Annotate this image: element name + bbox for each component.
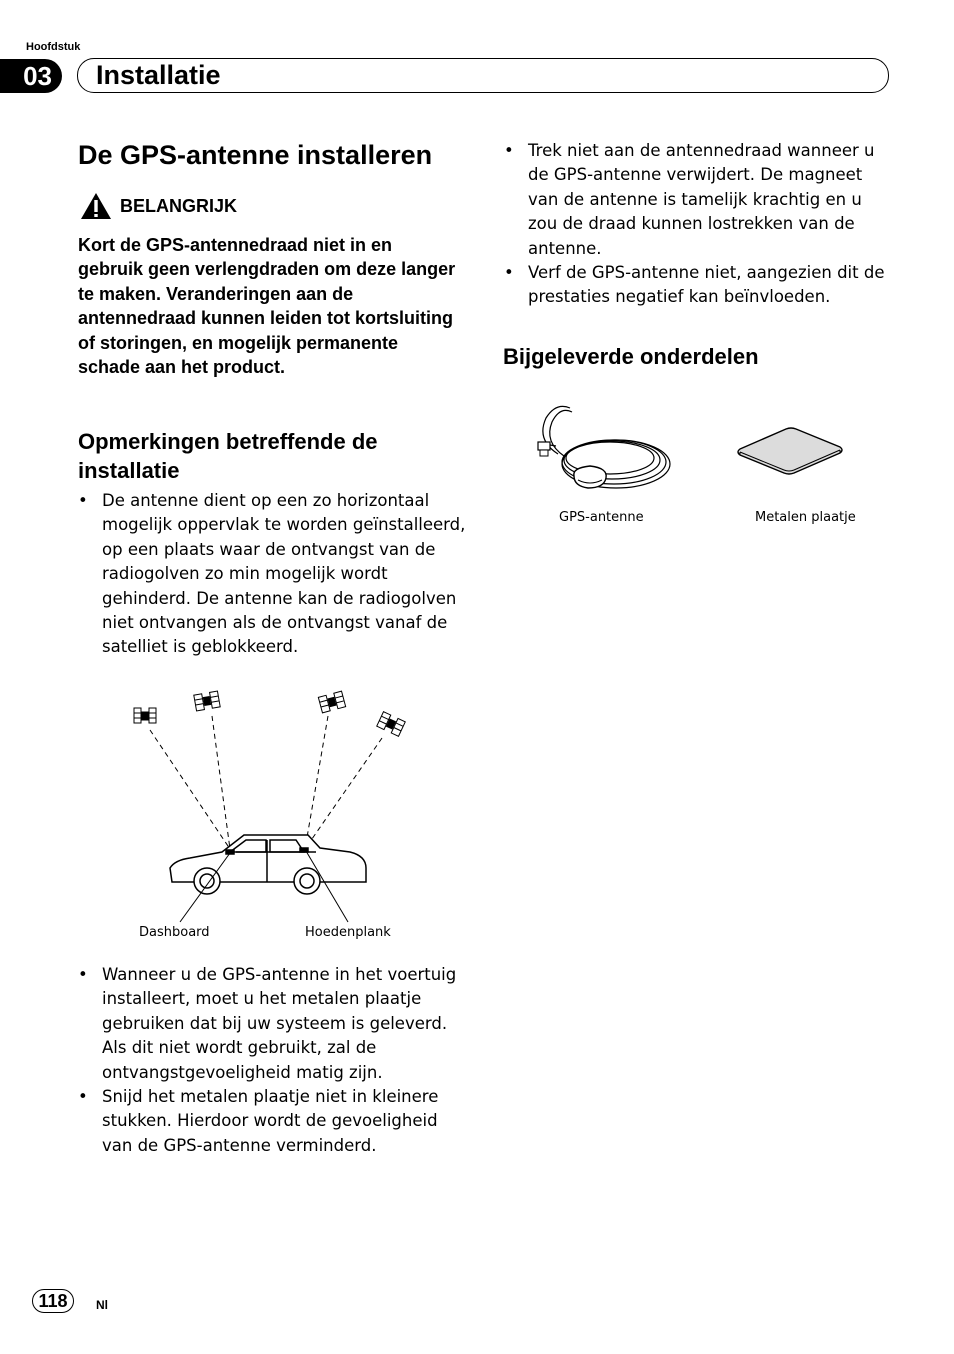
- notes-list-2: [78, 963, 470, 1158]
- page-number: 118: [32, 1289, 74, 1313]
- car-illustration: [170, 835, 366, 894]
- antenna-caption: GPS-antenne: [559, 510, 644, 525]
- list-item: • Snijd het metalen plaatje niet in kleinere stukken. Hierdoor wordt de gevoeligheid van de GPS-antenne verminderd.: [78, 1085, 470, 1158]
- figure-label-hat-shelf: Hoedenplank: [305, 925, 391, 940]
- car-satellite-figure: [120, 686, 430, 926]
- plate-caption: Metalen plaatje: [755, 510, 856, 525]
- right-notes-list: [504, 139, 896, 310]
- page-title: De GPS-antenne installeren: [78, 140, 433, 170]
- chapter-title: Installatie: [96, 60, 221, 90]
- satellite-icon: [134, 708, 156, 723]
- warning-text: Kort de GPS-antennedraad niet in en gebruik geen verlengdraden om deze langer te maken. Veranderingen aan de antennedraad kunnen leiden tot kortsluiting of storingen, en mogelijk permanente schade aan het product.: [78, 235, 456, 378]
- satellite-icon: [194, 691, 220, 711]
- warning-header: [80, 192, 237, 220]
- notes-list-1: [78, 489, 470, 660]
- language-code: Nl: [96, 1298, 108, 1312]
- warning-icon: [80, 192, 112, 220]
- warning-label: BELANGRIJK: [120, 195, 238, 216]
- list-item: • Trek niet aan de antennedraad wanneer u de GPS-antenne verwijdert. De magneet van de antenne is tamelijk krachtig en u zou de draad kunnen lostrekken van de antenne.: [504, 139, 896, 261]
- metal-plate-illustration: [736, 425, 846, 477]
- list-item: • Wanneer u de GPS-antenne in het voertuig installeert, moet u het metalen plaatje gebruiken dat bij uw systeem is geleverd. Als dit niet wordt gebruikt, zal de ontvangstgevoeligheid matig zijn.: [78, 963, 470, 1085]
- satellite-icon: [318, 691, 345, 713]
- list-item: • De antenne dient op een zo horizontaal mogelijk oppervlak te worden geïnstalleerd, op een plaats waar de ontvangst van de radiogolven zo min mogelijk wordt gehinderd. De antenne kan de radiogolven niet ontvangen als de ontvangst vanaf de satelliet is geblokkeerd.: [78, 489, 470, 660]
- chapter-number: 03: [0, 59, 62, 93]
- gps-antenna-illustration: [534, 402, 674, 498]
- chapter-label: Hoofdstuk: [26, 41, 81, 53]
- list-item: • Verf de GPS-antenne niet, aangezien dit de prestaties negatief kan beïnvloeden.: [504, 261, 896, 310]
- signal-lines: [150, 716, 382, 849]
- satellite-icon: [377, 712, 406, 737]
- figure-label-dashboard: Dashboard: [139, 925, 210, 940]
- notes-heading: Opmerkingen betreffende de installatie: [78, 429, 378, 483]
- supplied-heading: Bijgeleverde onderdelen: [503, 344, 759, 369]
